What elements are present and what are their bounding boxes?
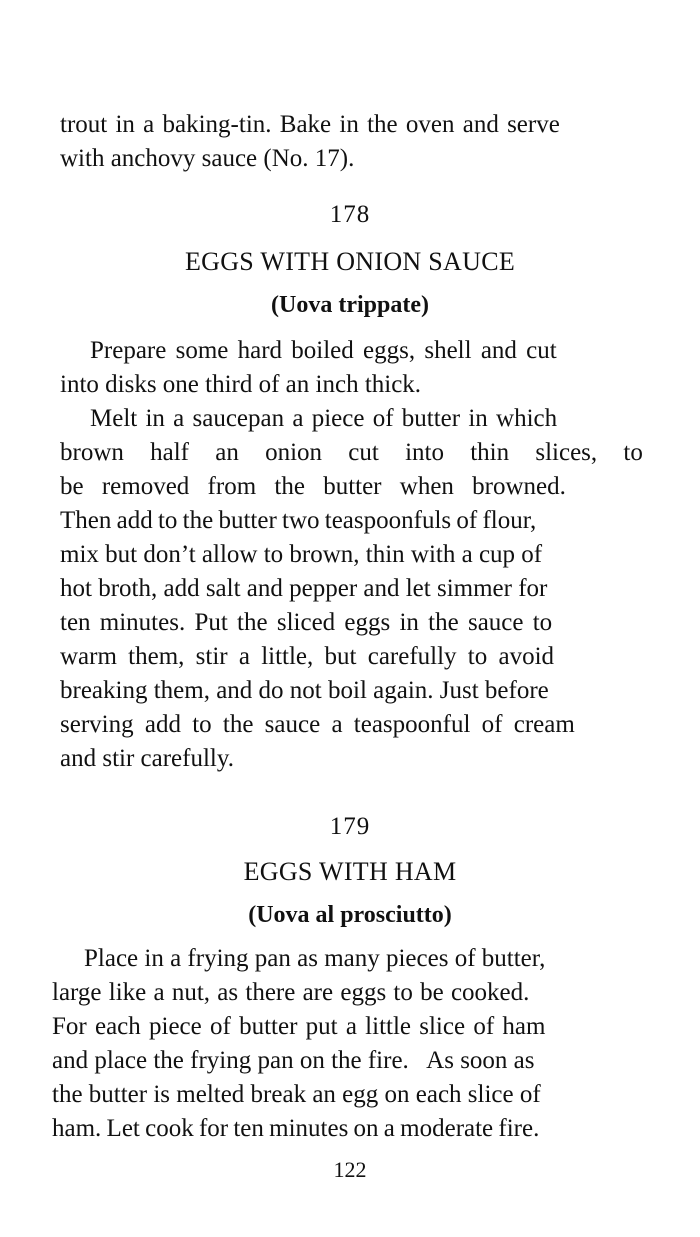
- recipe-179-p1-line-3: For each piece of butter put a little slice of ham: [52, 1013, 546, 1040]
- recipe-178-p1-line-2: into disks one third of an inch thick.: [60, 371, 422, 398]
- intro-line-2: with anchovy sauce (No. 17).: [60, 145, 355, 172]
- recipe-178-p2-line-4: Then add to the butter two teaspoonfuls of flour,: [60, 507, 537, 534]
- recipe-178-p2-line-10: serving add to the sauce a teaspoonful of cream: [60, 711, 575, 738]
- recipe-178-p2-line-6: hot broth, add salt and pepper and let simmer for: [60, 575, 548, 602]
- recipe-178-paragraph-2: [60, 402, 672, 776]
- page-number: 122: [333, 1157, 367, 1182]
- recipe-179-number: 179: [329, 813, 371, 840]
- recipe-178-p2-line-11: and stir carefully.: [60, 745, 234, 772]
- recipe-178-title: EGGS WITH ONION SAUCE: [184, 247, 516, 276]
- recipe-179-p1-line-5: the butter is melted break an egg on each slice of: [52, 1081, 541, 1108]
- recipe-178-paragraph-1: [60, 334, 672, 402]
- recipe-179-p1-line-2: large like a nut, as there are eggs to be cooked.: [52, 979, 530, 1006]
- recipe-178-number: 178: [329, 201, 371, 228]
- recipe-179-p1-line-1: Place in a frying pan as many pieces of butter,: [84, 945, 546, 972]
- recipe-179-p1-line-4: and place the frying pan on the fire. As soon as: [52, 1047, 535, 1074]
- recipe-178-p1-line-1: Prepare some hard boiled eggs, shell and cut: [90, 337, 557, 364]
- recipe-179-paragraph-1: [52, 942, 662, 1146]
- recipe-178-p2-line-1: Melt in a saucepan a piece of butter in which: [90, 405, 558, 432]
- recipe-178-p2-line-9: breaking them, and do not boil again. Just before: [60, 677, 549, 704]
- recipe-178-p2-line-7: ten minutes. Put the sliced eggs in the sauce to: [60, 609, 553, 636]
- recipe-179-title: EGGS WITH HAM: [243, 857, 457, 886]
- recipe-178-p2-line-8: warm them, stir a little, but carefully to avoid: [60, 643, 555, 670]
- recipe-178-p2-line-2: brown half an onion cut into thin slices, to: [60, 439, 643, 466]
- recipe-178-subtitle: (Uova trippate): [271, 292, 429, 318]
- intro-paragraph: [60, 108, 672, 176]
- recipe-178-p2-line-5: mix but don’t allow to brown, thin with a cup of: [60, 541, 543, 568]
- intro-line-1: trout in a baking-tin. Bake in the oven and serve: [60, 111, 560, 138]
- recipe-179-subtitle: (Uova al prosciutto): [248, 902, 452, 928]
- recipe-179-p1-line-6: ham. Let cook for ten minutes on a moderate fire.: [52, 1115, 540, 1142]
- recipe-178-p2-line-3: be removed from the butter when browned.: [60, 473, 566, 500]
